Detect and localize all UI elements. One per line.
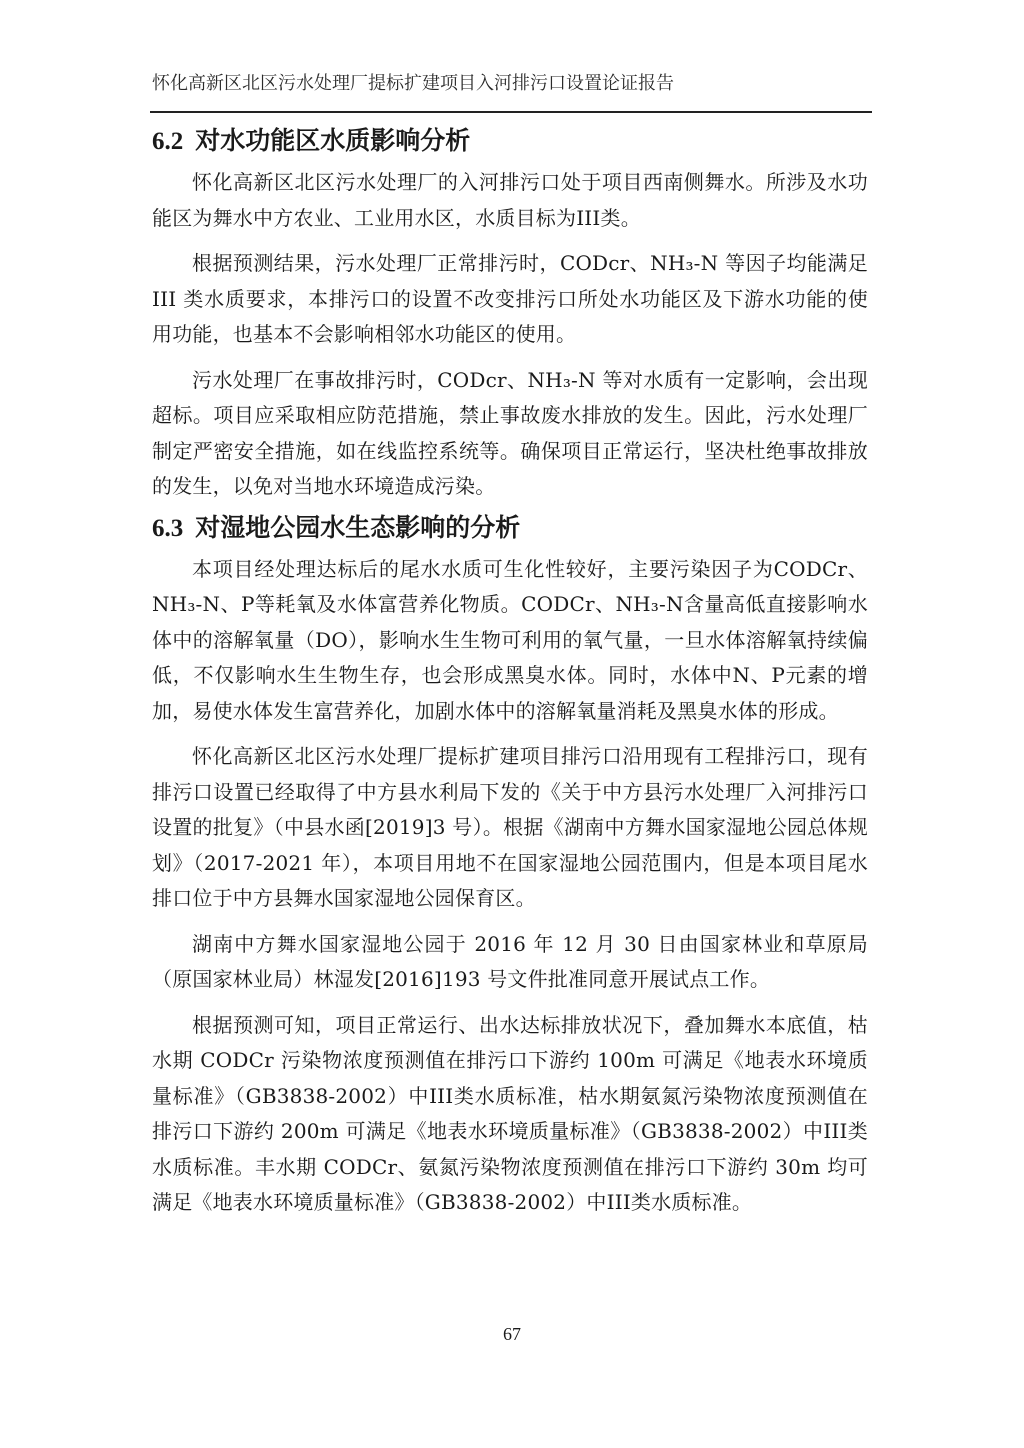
document-body	[152, 118, 868, 1221]
paragraph: 怀化高新区北区污水处理厂提标扩建项目排污口沿用现有工程排污口，现有排污口设置已经取得了中方县水利局下发的《关于中方县污水处理厂入河排污口设置的批复》（中县水函[2019]3 号）。根据《湖南中方舞水国家湿地公园总体规划》（2017-2021 年），本项目用地不在国家湿地公园范围内，但是本项目尾水排口位于中方县舞水国家湿地公园保育区。	[152, 744, 868, 910]
header-divider	[150, 111, 872, 113]
paragraph: 污水处理厂在事故排污时，CODcr、NH₃-N 等对水质有一定影响，会出现超标。项目应采取相应防范措施，禁止事故废水排放的发生。因此，污水处理厂制定严密安全措施，如在线监控系统等。确保项目正常运行，坚决杜绝事故排放的发生，以免对当地水环境造成污染。	[152, 367, 868, 498]
section-heading-6-3	[152, 505, 868, 552]
page-header: 怀化高新区北区污水处理厂提标扩建项目入河排污口设置论证报告	[152, 73, 674, 94]
section-title: 对水功能区水质影响分析	[195, 126, 471, 155]
paragraph: 怀化高新区北区污水处理厂的入河排污口处于项目西南侧舞水。所涉及水功能区为舞水中方农业、工业用水区，水质目标为III类。	[152, 170, 868, 230]
section-heading-6-2	[152, 118, 868, 165]
paragraph: 本项目经处理达标后的尾水水质可生化性较好，主要污染因子为CODCr、NH₃-N、P等耗氧及水体富营养化物质。CODCr、NH₃-N含量高低直接影响水体中的溶解氧量（DO），影响水生生物可利用的氧气量，一旦水体溶解氧持续偏低，不仅影响水生生物生存，也会形成黑臭水体。同时，水体中N、P元素的增加，易使水体发生富营养化，加剧水体中的溶解氧量消耗及黑臭水体的形成。	[152, 556, 868, 723]
page-number: 67	[503, 1324, 521, 1344]
paragraph: 湖南中方舞水国家湿地公园于 2016 年 12 月 30 日由国家林业和草原局（原国家林业局）林湿发[2016]193 号文件批准同意开展试点工作。	[152, 931, 868, 991]
paragraph: 根据预测可知，项目正常运行、出水达标排放状况下，叠加舞水本底值，枯水期 CODCr 污染物浓度预测值在排污口下游约 100m 可满足《地表水环境质量标准》（GB3838-2002）中III类水质标准，枯水期氨氮污染物浓度预测值在排污口下游约 200m 可满足《地表水环境质量标准》（GB3838-2002）中III类水质标准。丰水期 CODCr、氨氮污染物浓度预测值在排污口下游约 30m 均可满足《地表水环境质量标准》（GB3838-2002）中III类水质标准。	[152, 1012, 868, 1214]
section-number: 6.3	[152, 514, 184, 542]
section-title: 对湿地公园水生态影响的分析	[195, 512, 521, 542]
section-number: 6.2	[152, 128, 184, 155]
paragraph: 根据预测结果，污水处理厂正常排污时，CODcr、NH₃-N 等因子均能满足 III 类水质要求，本排污口的设置不改变排污口所处水功能区及下游水功能的使用功能，也基本不会影响相邻水功能区的使用。	[152, 251, 868, 346]
